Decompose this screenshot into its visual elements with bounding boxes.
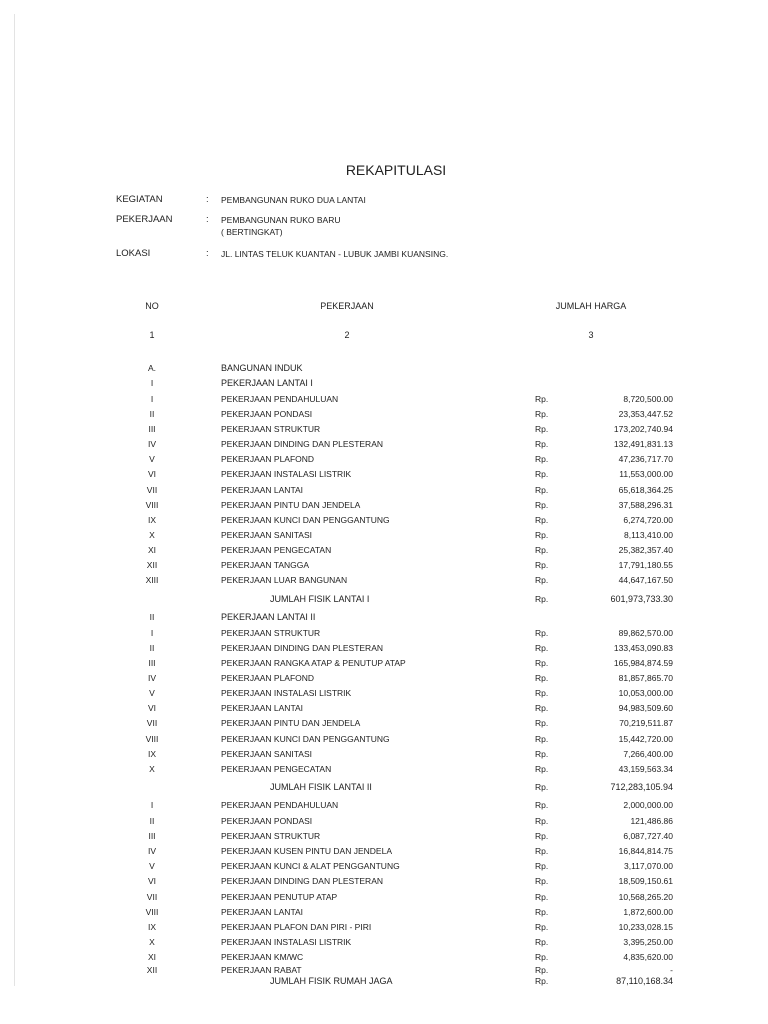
row-description: PEKERJAAN PLAFOND <box>221 454 315 464</box>
row-number: X <box>149 937 155 947</box>
row-number: II <box>149 612 155 622</box>
row-description: PEKERJAAN RABAT <box>221 965 302 975</box>
row-currency: Rp. <box>535 800 549 810</box>
row-amount: 173,202,740.94 <box>613 424 673 434</box>
page-title: REKAPITULASI <box>345 162 447 178</box>
row-amount: 4,835,620.00 <box>623 952 673 962</box>
row-currency: Rp. <box>535 688 549 698</box>
row-description: PEKERJAAN KUNCI & ALAT PENGGANTUNG <box>221 861 400 871</box>
row-description: PEKERJAAN SANITASI <box>221 749 313 759</box>
section-row <box>0 363 768 377</box>
row-number: X <box>149 530 155 540</box>
row-description: PEKERJAAN KM/WC <box>221 952 304 962</box>
table-row <box>0 734 768 748</box>
row-amount: - <box>670 965 673 975</box>
row-currency: Rp. <box>535 469 549 479</box>
row-number: I <box>150 378 154 388</box>
row-description: JUMLAH FISIK RUMAH JAGA <box>270 976 393 986</box>
row-amount: 601,973,733.30 <box>610 594 673 604</box>
table-row <box>0 952 768 966</box>
row-number: II <box>149 816 155 826</box>
colnum-no: 1 <box>149 330 155 340</box>
row-number: VII <box>146 892 158 902</box>
table-row <box>0 560 768 574</box>
colnum-pekerjaan: 2 <box>344 330 350 340</box>
row-description: PEKERJAAN STRUKTUR <box>221 831 321 841</box>
row-amount: 94,983,509.60 <box>618 703 673 713</box>
row-amount: 2,000,000.00 <box>623 800 673 810</box>
row-description: JUMLAH FISIK LANTAI II <box>270 782 372 792</box>
row-number: III <box>148 424 156 434</box>
row-amount: 18,509,150.61 <box>618 876 673 886</box>
row-amount: 3,117,070.00 <box>624 861 673 871</box>
row-currency: Rp. <box>535 673 549 683</box>
section-row <box>0 612 768 626</box>
row-number: III <box>148 831 156 841</box>
row-currency: Rp. <box>535 764 549 774</box>
table-row <box>0 703 768 717</box>
row-currency: Rp. <box>535 560 549 570</box>
table-row <box>0 861 768 875</box>
pekerjaan-value-line1: PEMBANGUNAN RUKO BARU <box>221 215 341 225</box>
row-currency: Rp. <box>535 454 549 464</box>
row-currency: Rp. <box>535 816 549 826</box>
table-row <box>0 628 768 642</box>
row-description: PEKERJAAN SANITASI <box>221 530 313 540</box>
header-no: NO <box>145 301 159 311</box>
row-description: PEKERJAAN INSTALASI LISTRIK <box>221 469 352 479</box>
row-currency: Rp. <box>535 718 549 728</box>
row-amount: 15,442,720.00 <box>618 734 673 744</box>
row-description: PEKERJAAN PENGECATAN <box>221 764 332 774</box>
row-description: PEKERJAAN PINTU DAN JENDELA <box>221 500 361 510</box>
row-description: PEKERJAAN DINDING DAN PLESTERAN <box>221 643 384 653</box>
row-currency: Rp. <box>535 876 549 886</box>
row-description: PEKERJAAN PENDAHULUAN <box>221 800 339 810</box>
row-number: IX <box>147 749 157 759</box>
row-description: PEKERJAAN STRUKTUR <box>221 424 321 434</box>
row-description: PEKERJAAN KUNCI DAN PENGGANTUNG <box>221 515 390 525</box>
kegiatan-value: PEMBANGUNAN RUKO DUA LANTAI <box>221 195 366 205</box>
table-row <box>0 892 768 906</box>
header-jumlah-harga: JUMLAH HARGA <box>555 301 627 311</box>
table-row <box>0 643 768 657</box>
row-amount: 43,159,563.34 <box>618 764 673 774</box>
table-row <box>0 800 768 814</box>
table-row <box>0 439 768 453</box>
row-description: PEKERJAAN PENUTUP ATAP <box>221 892 338 902</box>
total-row <box>0 782 768 796</box>
row-currency: Rp. <box>535 952 549 962</box>
row-amount: 17,791,180.55 <box>618 560 673 570</box>
row-amount: 7,266,400.00 <box>623 749 673 759</box>
row-currency: Rp. <box>535 703 549 713</box>
row-currency: Rp. <box>535 628 549 638</box>
table-row <box>0 846 768 860</box>
table-row <box>0 530 768 544</box>
row-amount: 25,382,357.40 <box>618 545 673 555</box>
row-currency: Rp. <box>535 439 549 449</box>
row-description: PEKERJAAN TANGGA <box>221 560 310 570</box>
row-currency: Rp. <box>535 643 549 653</box>
row-currency: Rp. <box>535 658 549 668</box>
table-row <box>0 658 768 672</box>
row-number: IX <box>147 515 157 525</box>
row-amount: 712,283,105.94 <box>610 782 673 792</box>
row-description: PEKERJAAN LUAR BANGUNAN <box>221 575 348 585</box>
row-currency: Rp. <box>535 545 549 555</box>
row-description: PEKERJAAN KUNCI DAN PENGGANTUNG <box>221 734 390 744</box>
row-number: VIII <box>145 907 159 917</box>
row-currency: Rp. <box>535 575 549 585</box>
row-description: PEKERJAAN PONDASI <box>221 409 313 419</box>
lokasi-label: LOKASI <box>116 248 151 259</box>
row-currency: Rp. <box>535 394 549 404</box>
row-number: XII <box>146 965 158 975</box>
row-currency: Rp. <box>535 515 549 525</box>
row-number: V <box>149 688 155 698</box>
row-amount: 37,588,296.31 <box>618 500 673 510</box>
row-amount: 8,720,500.00 <box>623 394 673 404</box>
row-description: PEKERJAAN KUSEN PINTU DAN JENDELA <box>221 846 392 856</box>
row-number: II <box>149 409 155 419</box>
table-row <box>0 907 768 921</box>
row-currency: Rp. <box>535 861 549 871</box>
row-number: II <box>149 643 155 653</box>
row-currency: Rp. <box>535 749 549 759</box>
row-number: XIII <box>145 575 159 585</box>
row-amount: 11,553,000.00 <box>619 469 673 479</box>
row-amount: 121,486.86 <box>630 816 673 826</box>
row-description: PEKERJAAN LANTAI <box>221 703 304 713</box>
row-amount: 70,219,511.87 <box>619 718 673 728</box>
row-number: VII <box>146 718 158 728</box>
table-row <box>0 876 768 890</box>
row-number: VI <box>147 469 157 479</box>
row-amount: 165,984,874.59 <box>613 658 673 668</box>
row-number: XI <box>147 952 157 962</box>
row-description: PEKERJAAN DINDING DAN PLESTERAN <box>221 876 384 886</box>
row-description: PEKERJAAN PENGECATAN <box>221 545 332 555</box>
table-row <box>0 673 768 687</box>
row-currency: Rp. <box>535 831 549 841</box>
row-amount: 6,274,720.00 <box>623 515 673 525</box>
row-amount: 10,053,000.00 <box>618 688 673 698</box>
table-row <box>0 424 768 438</box>
row-amount: 81,857,865.70 <box>618 673 673 683</box>
row-number: XII <box>146 560 158 570</box>
row-description: PEKERJAAN DINDING DAN PLESTERAN <box>221 439 384 449</box>
row-description: JUMLAH FISIK LANTAI I <box>270 594 370 604</box>
row-number: A. <box>147 363 157 373</box>
pekerjaan-colon: : <box>206 214 209 225</box>
row-number: I <box>150 628 154 638</box>
row-number: IV <box>147 846 157 856</box>
pekerjaan-label: PEKERJAAN <box>116 214 173 225</box>
row-number: VIII <box>145 734 159 744</box>
row-number: I <box>150 394 154 404</box>
row-currency: Rp. <box>535 782 549 792</box>
row-amount: 23,353,447.52 <box>618 409 673 419</box>
row-amount: 10,568,265.20 <box>618 892 673 902</box>
table-row <box>0 454 768 468</box>
row-description: PEKERJAAN LANTAI II <box>221 612 316 622</box>
table-row <box>0 764 768 778</box>
table-row <box>0 409 768 423</box>
table-row <box>0 575 768 589</box>
row-description: PEKERJAAN PENDAHULUAN <box>221 394 339 404</box>
row-currency: Rp. <box>535 530 549 540</box>
row-description: BANGUNAN INDUK <box>221 363 303 373</box>
row-currency: Rp. <box>535 500 549 510</box>
table-row <box>0 485 768 499</box>
row-currency: Rp. <box>535 424 549 434</box>
row-description: PEKERJAAN PINTU DAN JENDELA <box>221 718 361 728</box>
row-number: III <box>148 658 156 668</box>
table-row <box>0 688 768 702</box>
row-number: VII <box>146 485 158 495</box>
row-number: I <box>150 800 154 810</box>
table-row <box>0 500 768 514</box>
table-row <box>0 922 768 936</box>
colnum-jumlah: 3 <box>588 330 594 340</box>
row-description: PEKERJAAN INSTALASI LISTRIK <box>221 937 352 947</box>
row-number: XI <box>147 545 157 555</box>
row-amount: 8,113,410.00 <box>624 530 673 540</box>
row-amount: 132,491,831.13 <box>613 439 673 449</box>
row-amount: 133,453,090.83 <box>613 643 673 653</box>
table-row <box>0 831 768 845</box>
row-currency: Rp. <box>535 485 549 495</box>
row-number: VIII <box>145 500 159 510</box>
row-number: V <box>149 454 155 464</box>
row-description: PEKERJAAN RANGKA ATAP & PENUTUP ATAP <box>221 658 406 668</box>
row-currency: Rp. <box>535 846 549 856</box>
table-row <box>0 718 768 732</box>
header-pekerjaan: PEKERJAAN <box>320 301 374 311</box>
lokasi-value: JL. LINTAS TELUK KUANTAN - LUBUK JAMBI KUANSING. <box>221 249 449 259</box>
row-amount: 89,862,570.00 <box>618 628 673 638</box>
row-currency: Rp. <box>535 409 549 419</box>
pekerjaan-value-line2: ( BERTINGKAT) <box>221 227 283 237</box>
row-description: PEKERJAAN LANTAI <box>221 907 304 917</box>
row-number: X <box>149 764 155 774</box>
row-amount: 87,110,168.34 <box>616 976 673 986</box>
row-description: PEKERJAAN PLAFOND <box>221 673 315 683</box>
row-description: PEKERJAAN LANTAI I <box>221 378 313 388</box>
row-description: PEKERJAAN INSTALASI LISTRIK <box>221 688 352 698</box>
row-number: IV <box>147 439 157 449</box>
table-row <box>0 937 768 951</box>
row-amount: 65,618,364.25 <box>618 485 673 495</box>
row-currency: Rp. <box>535 922 549 932</box>
table-row <box>0 816 768 830</box>
row-currency: Rp. <box>535 976 549 986</box>
row-amount: 47,236,717.70 <box>618 454 673 464</box>
lokasi-colon: : <box>206 248 209 259</box>
row-description: PEKERJAAN PONDASI <box>221 816 313 826</box>
row-number: IX <box>147 922 157 932</box>
row-number: VI <box>147 703 157 713</box>
kegiatan-label: KEGIATAN <box>116 194 163 205</box>
row-description: PEKERJAAN LANTAI <box>221 485 304 495</box>
total-row <box>0 976 768 990</box>
row-amount: 1,872,600.00 <box>623 907 673 917</box>
row-number: VI <box>147 876 157 886</box>
table-row <box>0 545 768 559</box>
row-description: PEKERJAAN STRUKTUR <box>221 628 321 638</box>
total-row <box>0 594 768 608</box>
table-row <box>0 394 768 408</box>
row-number: IV <box>147 673 157 683</box>
table-row <box>0 515 768 529</box>
table-row <box>0 469 768 483</box>
kegiatan-colon: : <box>206 194 209 205</box>
row-currency: Rp. <box>535 734 549 744</box>
row-currency: Rp. <box>535 907 549 917</box>
table-row <box>0 749 768 763</box>
row-currency: Rp. <box>535 937 549 947</box>
row-currency: Rp. <box>535 892 549 902</box>
row-amount: 10,233,028.15 <box>618 922 673 932</box>
row-amount: 3,395,250.00 <box>623 937 673 947</box>
row-currency: Rp. <box>535 965 549 975</box>
row-description: PEKERJAAN PLAFON DAN PIRI - PIRI <box>221 922 372 932</box>
row-amount: 16,844,814.75 <box>618 846 673 856</box>
section-row <box>0 378 768 392</box>
row-amount: 6,087,727.40 <box>623 831 673 841</box>
row-number: V <box>149 861 155 871</box>
row-amount: 44,647,167.50 <box>618 575 673 585</box>
row-currency: Rp. <box>535 594 549 604</box>
